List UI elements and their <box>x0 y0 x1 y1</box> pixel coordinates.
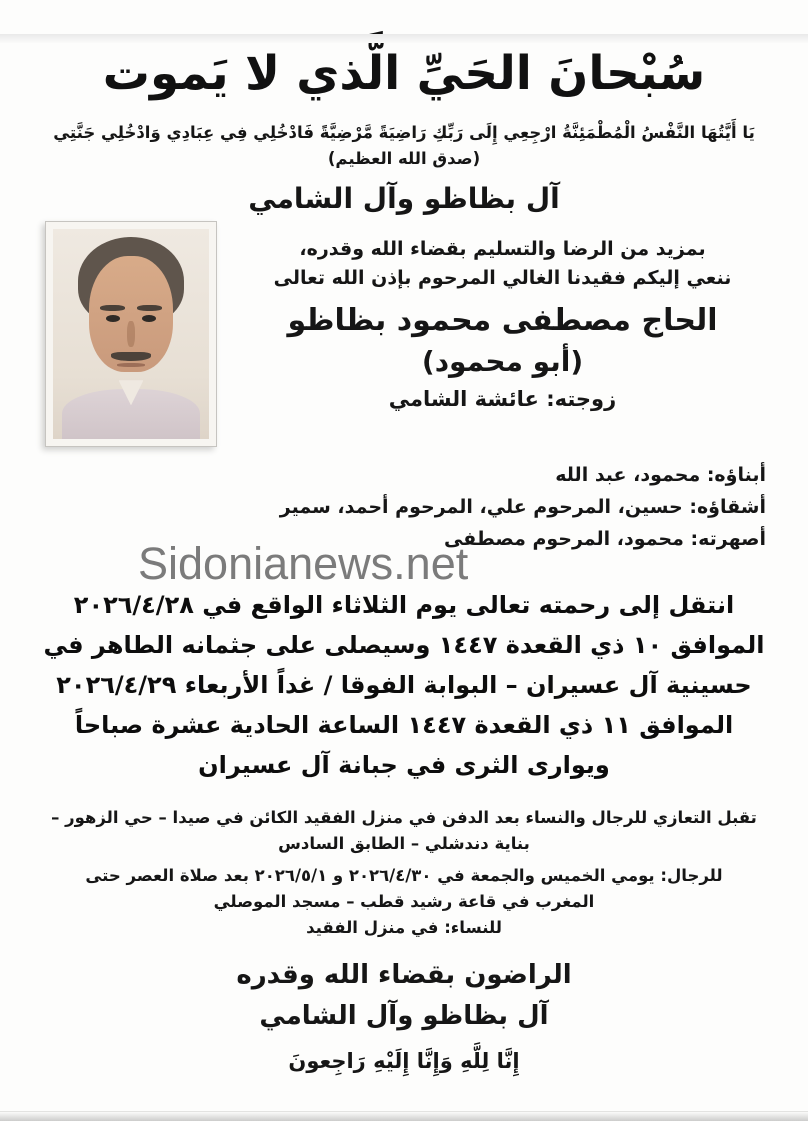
closing-line-1: الراضون بقضاء الله وقدره <box>236 960 572 990</box>
closing-section <box>0 955 808 1077</box>
profile-section <box>0 221 808 447</box>
obituary-page <box>0 34 808 1121</box>
announcement-block <box>217 221 788 415</box>
wife-name: زوجته: عائشة الشامي <box>388 387 617 411</box>
quran-verse: يَا أَيَّتُهَا النَّفْسُ الْمُطْمَئِنَّةُ ارْجِعِي إِلَى رَبِّكِ رَاضِيَةً مَّرْضِيَّةً فَادْخُلِي فِي عِبَادِي وَادْخُلِي جَنَّتِي (صدق الله العظيم) <box>53 123 755 168</box>
calligraphy-header: سُبْحانَ الحَيِّ الَّذي لا يَموت <box>102 46 706 101</box>
funeral-line-4: الموافق ١١ ذي القعدة ١٤٤٧ الساعة الحادية عشرة صباحاً <box>74 711 734 739</box>
funeral-line-1: انتقل إلى رحمته تعالى يوم الثلاثاء الواقع في ٢٠٢٦/٤/٢٨ <box>73 591 735 619</box>
condolences-general-1: تقبل التعازي للرجال والنساء بعد الدفن في منزل الفقيد الكائن في صيدا – حي الزهور – <box>51 808 757 827</box>
relatives-sons: أبناؤه: محمود، عبد الله <box>555 464 766 486</box>
portrait-brow <box>100 305 125 311</box>
deceased-kunya: (أبو محمود) <box>421 345 584 378</box>
relatives-inlaws: أصهرته: محمود، المرحوم مصطفى <box>443 528 766 550</box>
closing-line-2: آل بظاظو وآل الشامي <box>259 1001 549 1031</box>
announcement-intro-2: ننعي إليكم فقيدنا الغالي المرحوم بإذن الله تعالى <box>273 267 732 289</box>
portrait-brow <box>137 305 162 311</box>
closing-verse: إِنَّا لِلَّهِ وَإِنَّا إِلَيْهِ رَاجِعونَ <box>288 1049 520 1073</box>
funeral-details <box>0 585 808 785</box>
condolences-men-1: للرجال: يومي الخميس والجمعة في ٢٠٢٦/٤/٣٠ و ٢٠٢٦/٥/١ بعد صلاة العصر حتى <box>85 866 723 885</box>
condolences-women: للنساء: في منزل الفقيد <box>306 918 502 937</box>
families-heading: آل بظاظو وآل الشامي <box>248 182 560 215</box>
paper-bottom-edge <box>0 1111 808 1121</box>
condolences-section <box>0 805 808 941</box>
sidonianews-watermark: Sidonianews.net <box>138 538 469 589</box>
portrait-mouth <box>117 363 145 367</box>
announcement-intro-1: بمزيد من الرضا والتسليم بقضاء الله وقدره، <box>299 238 706 260</box>
deceased-photo <box>45 221 217 447</box>
relatives-brothers: أشقاؤه: حسين، المرحوم علي، المرحوم أحمد، سمير <box>279 496 766 518</box>
deceased-portrait <box>53 229 209 439</box>
condolences-men-2: المغرب في قاعة رشيد قطب – مسجد الموصلي <box>213 892 595 911</box>
condolences-general-2: بناية دندشلي – الطابق السادس <box>278 834 530 853</box>
funeral-line-2: الموافق ١٠ ذي القعدة ١٤٤٧ وسيصلى على جثمانه الطاهر في <box>43 631 765 659</box>
deceased-name: الحاج مصطفى محمود بظاظو <box>287 303 718 338</box>
portrait-nose <box>127 321 135 346</box>
funeral-line-5: ويوارى الثرى في جبانة آل عسيران <box>198 751 610 779</box>
paper-top-edge <box>0 34 808 43</box>
funeral-line-3: حسينية آل عسيران – البوابة الفوقا / غداً الأربعاء ٢٠٢٦/٤/٢٩ <box>56 671 752 699</box>
